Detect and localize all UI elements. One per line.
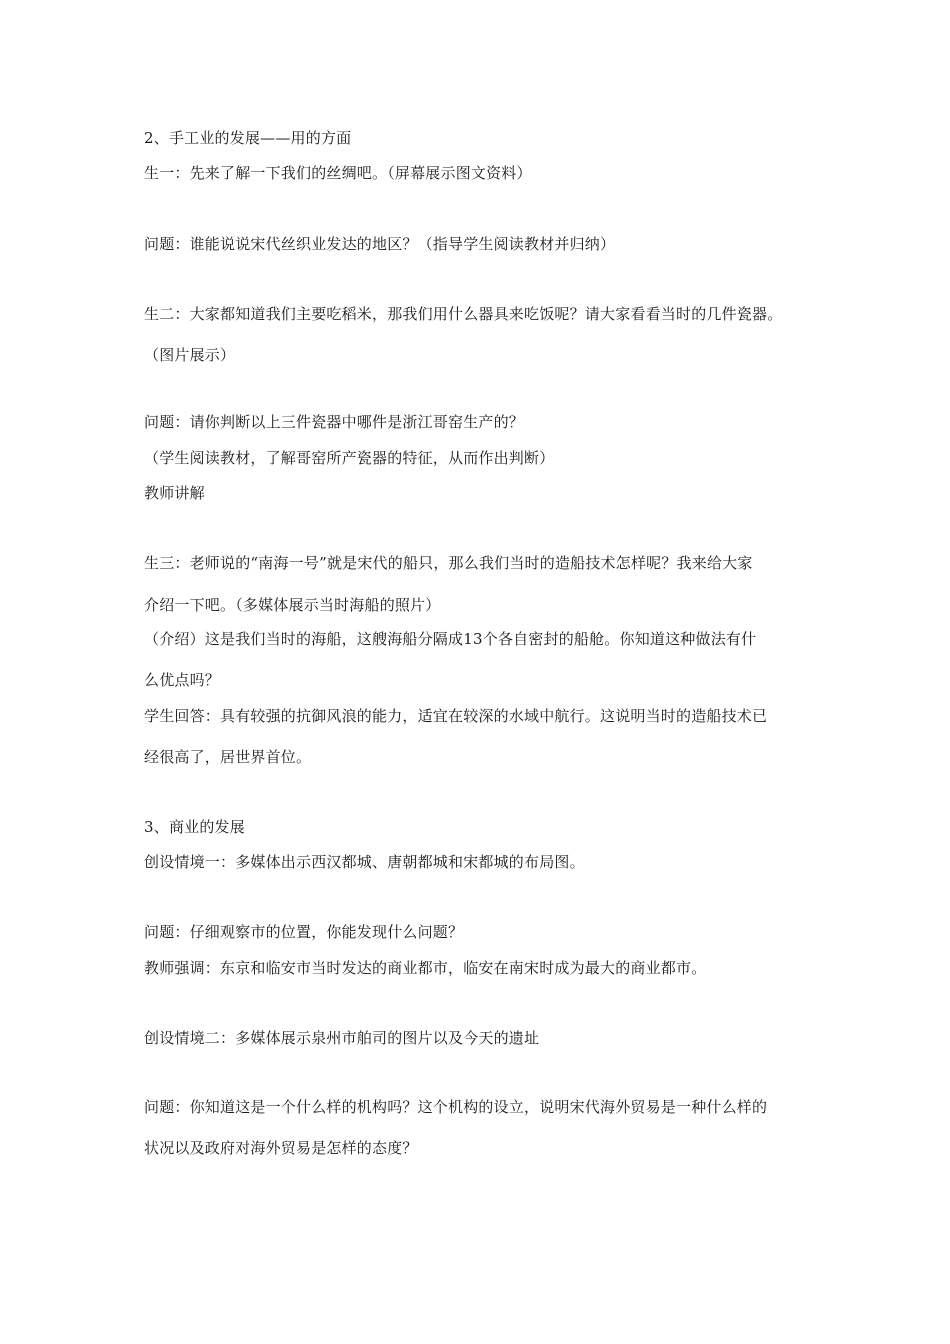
paragraph-line: 问题：请你判断以上三件瓷器中哪件是浙江哥窑生产的？ xyxy=(144,413,525,431)
paragraph-line: 问题：谁能说说宋代丝织业发达的地区？（指导学生阅读教材并归纳） xyxy=(144,235,616,253)
paragraph-line: 创设情境一：多媒体出示西汉都城、唐朝都城和宋都城的布局图。 xyxy=(144,853,585,871)
paragraph-line: 问题：你知道这是一个什么样的机构吗？这个机构的设立，说明宋代海外贸易是一种什么样的 xyxy=(144,1098,768,1116)
paragraph-line: 教师强调：东京和临安市当时发达的商业都市，临安在南宋时成为最大的商业都市。 xyxy=(144,959,707,977)
paragraph-line: 生二：大家都知道我们主要吃稻米，那我们用什么器具来吃饭呢？请大家看看当时的几件瓷器。 xyxy=(144,305,783,323)
paragraph-line: （介绍）这是我们当时的海船，这艘海船分隔成13个各自密封的船舱。你知道这种做法有什 xyxy=(144,630,757,648)
paragraph-line: 教师讲解 xyxy=(144,484,205,502)
paragraph-line: （图片展示） xyxy=(144,346,236,364)
paragraph-line: 学生回答：具有较强的抗御风浪的能力，适宜在较深的水域中航行。这说明当时的造船技术已 xyxy=(144,707,768,725)
section-heading-commerce: 3、商业的发展 xyxy=(144,818,245,836)
paragraph-line: 生一：先来了解一下我们的丝绸吧。（屏幕展示图文资料） xyxy=(144,164,532,182)
paragraph-line: 生三：老师说的“南海一号”就是宋代的船只，那么我们当时的造船技术怎样呢？我来给大家 xyxy=(144,554,753,572)
paragraph-line: 问题：仔细观察市的位置，你能发现什么问题？ xyxy=(144,923,464,941)
paragraph-line: 经很高了，居世界首位。 xyxy=(144,748,312,766)
paragraph-line: 状况以及政府对海外贸易是怎样的态度？ xyxy=(144,1139,418,1157)
section-heading-handicraft: 2、手工业的发展——用的方面 xyxy=(144,129,352,147)
paragraph-line: 么优点吗？ xyxy=(144,671,221,689)
paragraph-line: 创设情境二：多媒体展示泉州市舶司的图片以及今天的遗址 xyxy=(144,1029,540,1047)
paragraph-line: 介绍一下吧。（多媒体展示当时海船的照片） xyxy=(144,596,441,614)
paragraph-line: （学生阅读教材，了解哥窑所产瓷器的特征，从而作出判断） xyxy=(144,449,555,467)
